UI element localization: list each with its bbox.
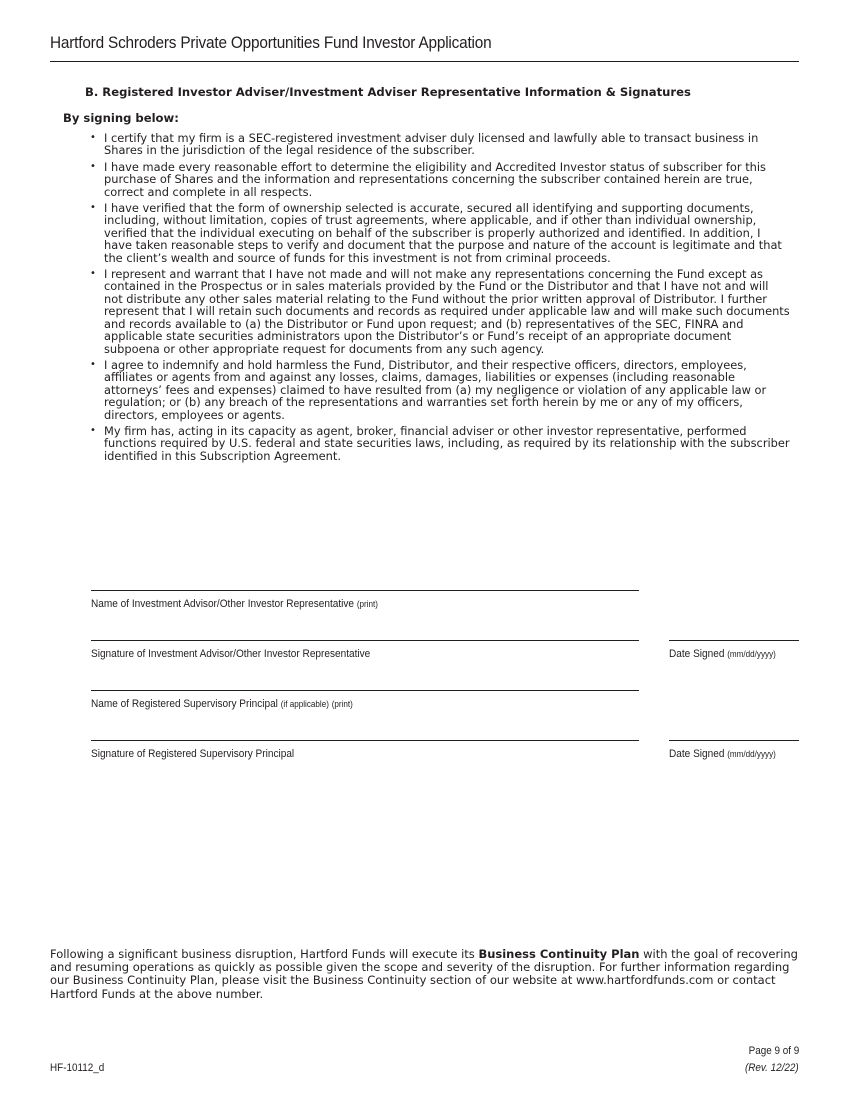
principal-name-label: Name of Registered Supervisory Principal (if applicable) (print) — [91, 698, 353, 710]
document-title: Hartford Schroders Private Opportunities Fund Investor Application — [50, 34, 492, 52]
list-item: • My firm has, acting in its capacity as agent, broker, financial adviser or other investor representative, performed functions required by U.S. federal and state securities laws, including, as required by its relationship with the subscriber identified in this Subscription Agreement. — [90, 423, 790, 463]
business-continuity-notice: Following a significant business disruption, Hartford Funds will execute its Business Continuity Plan with the goal of recovering and resuming operations as quickly as possible given the scope and severity of the disruption. For further information regarding our Business Continuity Plan, please visit the Business Continuity section of our website at www.hartfordfunds.com or contact Hartford Funds at the above number. — [50, 947, 798, 1001]
advisor-date-label: Date Signed (mm/dd/yyyy) — [669, 648, 776, 660]
advisor-name-label: Name of Investment Advisor/Other Investor Representative (print) — [91, 598, 379, 610]
form-code: HF-10112_d — [50, 1062, 105, 1074]
list-item: • I have verified that the form of ownership selected is accurate, secured all identifying and supporting documents, including, without limitation, copies of trust agreements, where applicable, and if other than individual ownership, verified that the individual executing on behalf of the subscriber is properly authorized and identified. In addition, I have taken reasonable steps to verify and document that the purpose and nature of the account is legitimate and that the client’s wealth and source of funds for this investment is not from criminal proceeds. — [90, 201, 782, 265]
list-item-text: I have verified that the form of ownership selected is accurate, secured all identifying and supporting documents, including, without limitation, copies of trust agreements, where applicable, and if other than individual ownership, verified that the individual executing on behalf of the subscriber is properly authorized and identified. In addition, I have taken reasonable steps to verify and document that the purpose and nature of the account is legitimate and that the client’s wealth and source of funds for this investment is not from criminal proceeds. — [104, 201, 782, 265]
list-item: • I agree to indemnify and hold harmless the Fund, Distributor, and their respective officers, directors, employees, affiliates or agents from and against any losses, claims, damages, liabilities or expenses (including reasonable attorneys’ fees and expenses) claimed to have resulted from (a) my negligence or violation of any applicable law or regulation; or (b) any breach of the representations and warranties set forth herein by me or any of my officers, directors, employees or agents. — [90, 357, 767, 422]
page-number: Page 9 of 9 — [748, 1045, 799, 1057]
signing-lead-text: By signing below: — [63, 111, 179, 125]
list-item: • I represent and warrant that I have not made and will not make any representations concerning the Fund except as contained in the Prospectus or in sales materials provided by the Fund or the Distributor and that I have not and will not distribute any other sales material relating to the Fund without the prior written approval of Distributor. I further represent that I will retain such documents and records as required under applicable law and will make such documents and records available to (a) the Distributor or Fund upon request; and (b) representatives of the SEC, FINRA and applicable state securities administrators upon the Distributor’s or Fund’s receipt of an appropriate document subpoena or other appropriate request for documents from any such agency. — [90, 267, 790, 356]
list-item-text: My firm has, acting in its capacity as agent, broker, financial adviser or other investor representative, performed functions required by U.S. federal and state securities laws, including, as required by its relationship with the subscriber identified in this Subscription Agreement. — [104, 423, 790, 463]
list-item: • I certify that my firm is a SEC-registered investment adviser duly licensed and lawfully able to transact business in Shares in the jurisdiction of the legal residence of the subscriber. — [90, 131, 759, 158]
advisor-signature-line[interactable] — [91, 640, 639, 641]
list-item-text: I certify that my firm is a SEC-registered investment adviser duly licensed and lawfully able to transact business in Shares in the jurisdiction of the legal residence of the subscriber. — [104, 131, 759, 158]
list-item-text: I represent and warrant that I have not made and will not make any representations concerning the Fund except as contained in the Prospectus or in sales materials provided by the Fund or the Distributor and that I have not and will not distribute any other sales material relating to the Fund without the prior written approval of Distributor. I further represent that I will retain such documents and records as required under applicable law and will make such documents and records available to (a) the Distributor or Fund upon request; and (b) representatives of the SEC, FINRA and applicable state securities administrators upon the Distributor’s or Fund’s receipt of an appropriate document subpoena or other appropriate request for documents from any such agency. — [104, 267, 790, 356]
section-heading: B. Registered Investor Adviser/Investment Adviser Representative Information & Signatures — [85, 85, 691, 99]
revision-date: (Rev. 12/22) — [745, 1062, 799, 1074]
certification-list — [90, 132, 790, 466]
advisor-signature-label: Signature of Investment Advisor/Other Investor Representative — [91, 648, 371, 660]
principal-date-label: Date Signed (mm/dd/yyyy) — [669, 748, 776, 760]
principal-signature-label: Signature of Registered Supervisory Principal — [91, 748, 295, 760]
list-item-text: I have made every reasonable effort to determine the eligibility and Accredited Investor status of subscriber for this purchase of Shares and the information and representations concerning the subscriber contained herein are true, correct and complete in all respects. — [104, 159, 766, 199]
title-divider — [50, 61, 799, 62]
advisor-name-line[interactable] — [91, 590, 639, 591]
principal-signature-line[interactable] — [91, 740, 639, 741]
principal-name-line[interactable] — [91, 690, 639, 691]
list-item-text: I agree to indemnify and hold harmless the Fund, Distributor, and their respective officers, directors, employees, affiliates or agents from and against any losses, claims, damages, liabilities or expenses (including reasonable attorneys’ fees and expenses) claimed to have resulted from (a) my negligence or violation of any applicable law or regulation; or (b) any breach of the representations and warranties set forth herein by me or any of my officers, directors, employees or agents. — [104, 357, 767, 422]
principal-date-line[interactable] — [669, 740, 799, 741]
list-item: • I have made every reasonable effort to determine the eligibility and Accredited Investor status of subscriber for this purchase of Shares and the information and representations concerning the subscriber contained herein are true, correct and complete in all respects. — [90, 159, 766, 199]
advisor-date-line[interactable] — [669, 640, 799, 641]
